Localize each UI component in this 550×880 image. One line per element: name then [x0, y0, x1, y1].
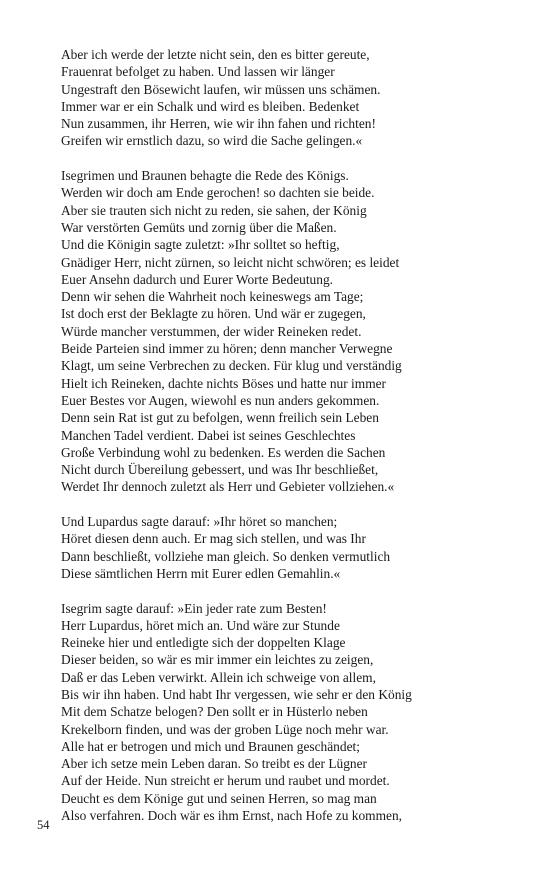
stanza	[61, 46, 521, 150]
verse-line: Dann beschließt, vollziehe man gleich. So denken vermutlich	[61, 548, 391, 564]
verse-line: Reineke hier und entledigte sich der doppelten Klage	[61, 635, 346, 651]
verse-line: Werden wir doch am Ende gerochen! so dachten sie beide.	[61, 185, 375, 201]
verse-line: Dieser beiden, so wär es mir immer ein leichtes zu zeigen,	[61, 652, 374, 668]
verse-line: Nicht durch Übereilung gebessert, und was Ihr beschließet,	[61, 462, 379, 478]
verse-line: Also verfahren. Doch wär es ihm Ernst, nach Hofe zu kommen,	[61, 808, 402, 824]
verse-line: Herr Lupardus, höret mich an. Und wäre zur Stunde	[61, 617, 340, 633]
verse-line: Denn sein Rat ist gut zu befolgen, wenn freilich sein Leben	[61, 410, 379, 426]
verse-line: Klagt, um seine Verbrechen zu decken. Für klug und verständig	[61, 358, 402, 374]
verse-line: Diese sämtlichen Herrn mit Eurer edlen Gemahlin.«	[61, 565, 341, 581]
verse-line: Gnädiger Herr, nicht zürnen, so leicht nicht schwören; es leidet	[61, 254, 400, 270]
stanza	[61, 513, 521, 582]
verse-line: Euer Bestes vor Augen, wiewohl es nun anders gekommen.	[61, 392, 380, 408]
verse-line: Alle hat er betrogen und mich und Braunen geschändet;	[61, 738, 360, 754]
verse-line: Ist doch erst der Beklagte zu hören. Und wär er zugegen,	[61, 306, 366, 322]
verse-line: Bis wir ihn haben. Und habt Ihr vergessen, wie sehr er den König	[61, 686, 412, 702]
verse-line: Nun zusammen, ihr Herren, wie wir ihn fahen und richten!	[61, 116, 376, 132]
verse-line: Deucht es dem Könige gut und seinen Herren, so mag man	[61, 790, 377, 806]
verse-line: Mit dem Schatze belogen? Den sollt er in Hüsterlo neben	[61, 704, 368, 720]
verse-line: Immer war er ein Schalk und wird es bleiben. Bedenket	[61, 98, 360, 114]
page-number: 54	[37, 818, 50, 832]
verse-line: Große Verbindung wohl zu bedenken. Es werden die Sachen	[61, 444, 386, 460]
verse-line: Isegrim sagte darauf: »Ein jeder rate zum Besten!	[61, 600, 327, 616]
verse-line: Und die Königin sagte zuletzt: »Ihr solltet so heftig,	[61, 237, 340, 253]
verse-line: Greifen wir ernstlich dazu, so wird die Sache gelingen.«	[61, 133, 363, 149]
verse-line: Aber ich setze mein Leben daran. So treibt es der Lügner	[61, 756, 368, 772]
stanza	[61, 600, 521, 825]
verse-line: Hielt ich Reineken, dachte nichts Böses und hatte nur immer	[61, 375, 387, 391]
verse-line: War verstörten Gemüts und zornig über die Maßen.	[61, 219, 337, 235]
verse-line: Höret diesen denn auch. Er mag sich stellen, und was Ihr	[61, 531, 366, 547]
verse-line: Beide Parteien sind immer zu hören; denn mancher Verwegne	[61, 341, 393, 357]
verse-line: Werdet Ihr dennoch zuletzt als Herr und Gebieter vollziehen.«	[61, 479, 395, 495]
verse-line: Ungestraft den Bösewicht laufen, wir müssen uns schämen.	[61, 81, 381, 97]
verse-line: Auf der Heide. Nun streicht er herum und raubet und mordet.	[61, 773, 390, 789]
verse-line: Isegrimen und Braunen behagte die Rede des Königs.	[61, 168, 349, 184]
verse-line: Frauenrat befolget zu haben. Und lassen wir länger	[61, 64, 335, 80]
verse-line: Denn wir sehen die Wahrheit noch keineswegs am Tage;	[61, 289, 364, 305]
verse-line: Und Lupardus sagte darauf: »Ihr höret so manchen;	[61, 514, 338, 530]
verse-line: Euer Ansehn dadurch und Eurer Worte Bedeutung.	[61, 271, 333, 287]
verse-line: Manchen Tadel verdient. Dabei ist seines Geschlechtes	[61, 427, 356, 443]
verse-line: Würde mancher verstummen, der wider Reineken redet.	[61, 323, 362, 339]
verse-line: Krekelborn finden, und was der groben Lüge noch mehr war.	[61, 721, 389, 737]
verse-line: Aber sie trauten sich nicht zu reden, sie sahen, der König	[61, 202, 367, 218]
verse-line: Daß er das Leben verwirkt. Allein ich schweige von allem,	[61, 669, 376, 685]
stanza	[61, 167, 521, 496]
poem-text	[61, 46, 521, 824]
verse-line: Aber ich werde der letzte nicht sein, den es bitter gereute,	[61, 47, 370, 62]
